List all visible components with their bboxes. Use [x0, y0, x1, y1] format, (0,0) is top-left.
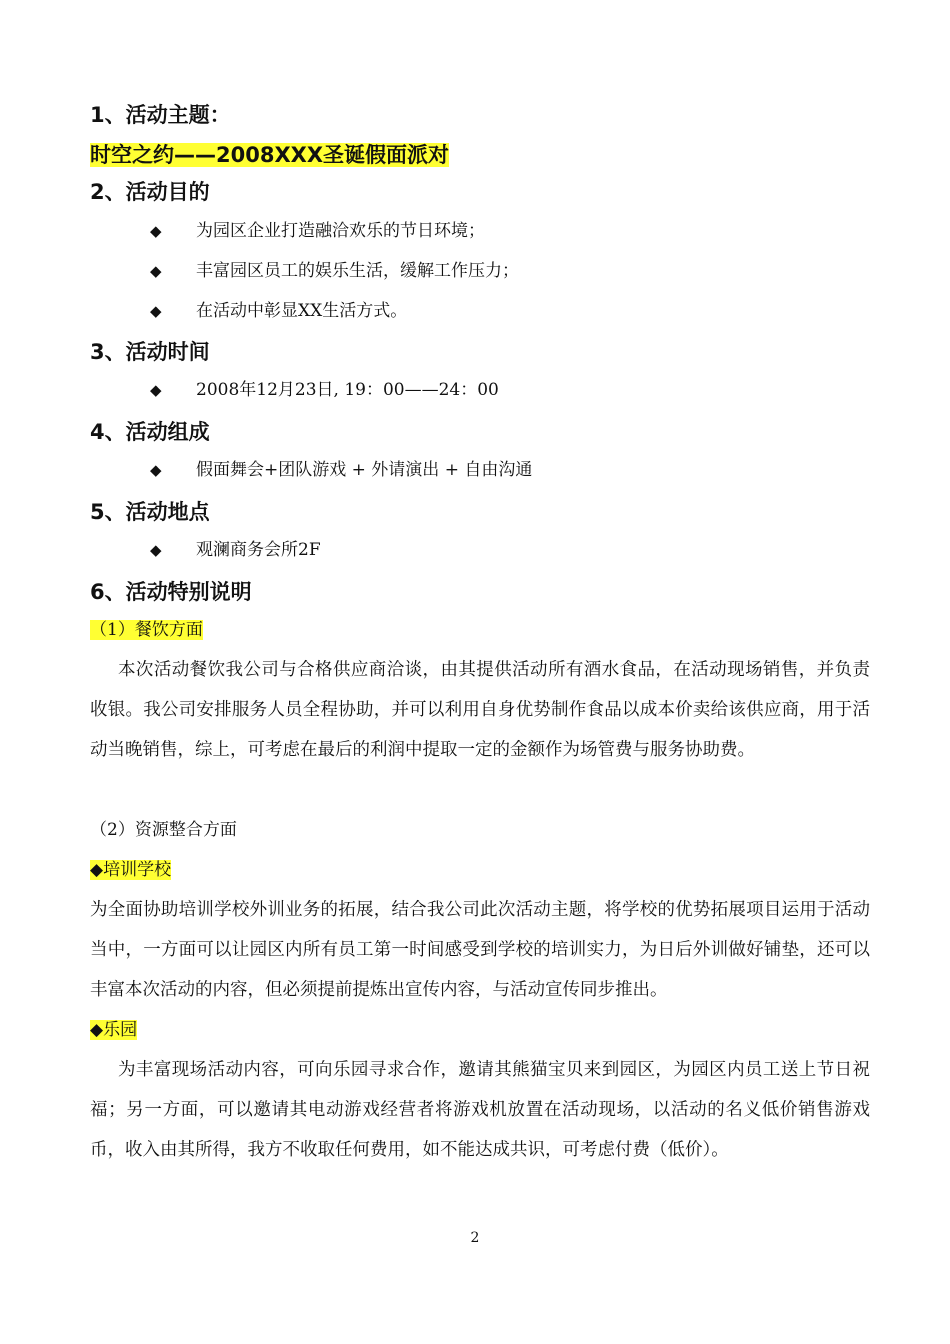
school-subtitle-text: ◆培训学校	[90, 860, 172, 880]
activity-theme-text: 时空之约——2008XXX圣诞假面派对	[90, 143, 450, 167]
section-1-title: 1、活动主题：	[90, 103, 231, 127]
diamond-bullet-icon: ◆	[150, 541, 162, 559]
school-subtitle	[90, 857, 171, 883]
school-paragraph: 为全面协助培训学校外训业务的拓展，结合我公司此次活动主题，将学校的优势拓展项目运用于活动当中，一方面可以让园区内所有员工第一时间感受到学校的培训实力，为日后外训做好铺垫，还可以丰富本次活动的内容，但必须提前提炼出宣传内容，与活动宣传同步推出。	[90, 900, 870, 1000]
park-subtitle	[90, 1017, 137, 1043]
diamond-bullet-icon: ◆	[150, 262, 162, 280]
location-item	[150, 537, 321, 563]
composition-item	[150, 457, 532, 483]
time-text: 2008年12月23日, 19：00——24：00	[196, 380, 499, 400]
section-6-title: 6、活动特别说明	[90, 580, 252, 604]
section-5-title: 5、活动地点	[90, 500, 210, 524]
diamond-bullet-icon: ◆	[150, 461, 162, 479]
diamond-bullet-icon: ◆	[150, 381, 162, 399]
park-paragraph: 为丰富现场活动内容，可向乐园寻求合作，邀请其熊猫宝贝来到园区，为园区内员工送上节日祝福；另一方面，可以邀请其电动游戏经营者将游戏机放置在活动现场，以活动的名义低价销售游戏币，收入由其所得，我方不收取任何费用，如不能达成共识，可考虑付费（低价）。	[90, 1060, 870, 1160]
time-item	[150, 377, 499, 403]
section-4-title: 4、活动组成	[90, 420, 210, 444]
composition-text: 假面舞会+团队游戏 + 外请演出 + 自由沟通	[196, 460, 533, 480]
catering-subtitle	[90, 617, 203, 643]
diamond-bullet-icon: ◆	[150, 222, 162, 240]
section-3-title: 3、活动时间	[90, 340, 210, 364]
park-subtitle-text: ◆乐园	[90, 1020, 138, 1040]
diamond-bullet-icon: ◆	[150, 302, 162, 320]
page-number: 2	[470, 1230, 480, 1246]
purpose-text: 为园区企业打造融洽欢乐的节日环境；	[196, 221, 485, 241]
section-2-title: 2、活动目的	[90, 180, 210, 204]
purpose-item	[150, 218, 485, 244]
catering-paragraph: 本次活动餐饮我公司与合格供应商洽谈，由其提供活动所有酒水食品，在活动现场销售，并负责收银。我公司安排服务人员全程协助，并可以利用自身优势制作食品以成本价卖给该供应商，用于活动当晚销售，综上，可考虑在最后的利润中提取一定的金额作为场管费与服务协助费。	[90, 660, 870, 760]
catering-subtitle-text: （1）餐饮方面	[90, 620, 203, 640]
activity-theme	[90, 140, 449, 170]
purpose-text: 在活动中彰显XX生活方式。	[196, 301, 408, 321]
purpose-item	[150, 258, 519, 284]
resource-subtitle: （2）资源整合方面	[90, 820, 237, 840]
purpose-item	[150, 298, 407, 324]
location-text: 观澜商务会所2F	[196, 540, 321, 560]
purpose-text: 丰富园区员工的娱乐生活，缓解工作压力；	[196, 261, 519, 281]
